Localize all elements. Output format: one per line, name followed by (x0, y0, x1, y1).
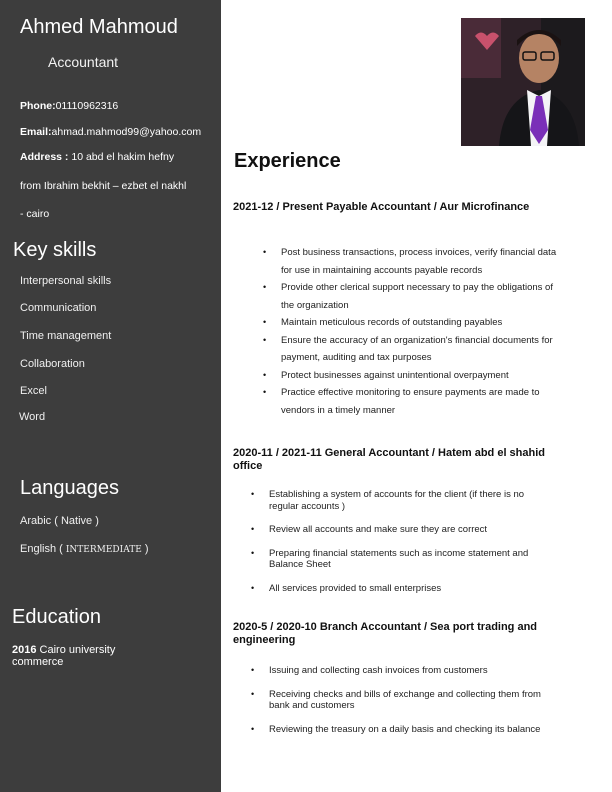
language-name: Arabic (20, 515, 52, 527)
language-item (20, 515, 99, 527)
job-3-duties (251, 665, 541, 735)
skills-heading: Key skills (13, 239, 97, 261)
duty-text: regular accounts ) (269, 500, 346, 512)
duty-text: Post business transactions, process invoices, verify financial data (281, 247, 557, 258)
skill-item: Time management (20, 330, 112, 342)
skill-item: Interpersonal skills (20, 275, 112, 287)
address-label: Address : (20, 151, 69, 163)
job-title-1: 2021-12 / Present Payable Accountant / Aur Microfinance (233, 201, 530, 213)
list-item (251, 724, 541, 736)
duty-text: Establishing a system of accounts for the client (if there is no (269, 489, 525, 500)
duty-text: Practice effective monitoring to ensure payments are made to (281, 387, 540, 398)
list-item (251, 548, 528, 571)
skill-item: Word (19, 411, 46, 423)
skill-item: Collaboration (20, 358, 85, 370)
duty-text: Ensure the accuracy of an organization's financial documents for (281, 334, 553, 346)
portrait-image (461, 18, 585, 146)
duty-text: Balance Sheet (269, 559, 331, 570)
email-label: Email: (20, 126, 52, 138)
job-title-3 (233, 621, 603, 647)
language-name: English (20, 543, 57, 555)
list-item (251, 665, 541, 677)
address-line-3: - cairo (20, 208, 50, 220)
duty-text: Preparing financial statements such as income statement and (269, 547, 529, 559)
duty-text: Maintain meticulous records of outstanding payables (281, 317, 503, 328)
language-level: ( Native ) (54, 515, 99, 527)
list-item (263, 279, 556, 314)
email-line (20, 126, 201, 138)
language-level: INTERMEDIATE (65, 545, 142, 555)
duty-text: the organization (281, 299, 349, 311)
address-line-1 (20, 151, 174, 163)
skill-item: Communication (20, 302, 97, 314)
job-title-3-line-1: 2020-5 / 2020-10 Branch Accountant / Sea port trading and (233, 621, 538, 633)
address-value-1: 10 abd el hakim hefny (71, 151, 175, 163)
sidebar (0, 0, 221, 792)
duty-text: vendors in a timely manner (281, 404, 396, 416)
job-title-2-line-1: 2020-11 / 2021-11 General Accountant / Hatem abd el shahid (233, 447, 546, 459)
job-title: Accountant (48, 54, 119, 70)
education-heading: Education (12, 606, 101, 628)
person-name: Ahmed Mahmoud (20, 16, 178, 38)
language-item: English ( INTERMEDIATE ) (20, 543, 149, 555)
job-1-duties (263, 244, 556, 419)
duty-text: Receiving checks and bills of exchange and collecting them from (269, 688, 541, 700)
list-item (263, 314, 556, 332)
job-title-3-line-2: engineering (233, 634, 296, 646)
phone-line (20, 100, 118, 112)
duty-text: Issuing and collecting cash invoices from customers (269, 665, 488, 676)
education-entry (12, 644, 115, 668)
duty-text: Review all accounts and make sure they are correct (269, 524, 488, 535)
list-item (263, 367, 556, 385)
education-year: 2016 (12, 644, 37, 656)
phone-value: 01110962316 (55, 100, 119, 112)
education-school: Cairo university (39, 644, 116, 656)
duty-text: bank and customers (269, 700, 355, 711)
list-item (251, 689, 541, 712)
duty-text: for use in maintaining accounts payable records (281, 264, 483, 276)
list-item (251, 524, 528, 536)
list-item (263, 384, 556, 419)
education-field: commerce (12, 656, 64, 668)
job-2-duties (251, 489, 528, 594)
list-item (251, 489, 528, 512)
phone-label: Phone: (20, 100, 56, 112)
job-title-2-line-2: office (233, 460, 263, 472)
list-item (263, 244, 556, 279)
job-title-2 (233, 447, 603, 473)
email-value: ahmad.mahmod99@yahoo.com (51, 126, 202, 138)
languages-heading: Languages (20, 477, 119, 499)
list-item (251, 583, 528, 595)
list-item (263, 332, 556, 367)
duty-text: Provide other clerical support necessary to pay the obligations of (281, 282, 553, 293)
duty-text: Reviewing the treasury on a daily basis and checking its balance (269, 723, 541, 735)
address-line-2: from Ibrahim bekhit – ezbet el nakhl (20, 180, 187, 192)
duty-text: All services provided to small enterprises (269, 582, 442, 594)
duty-text: payment, auditing and tax purposes (281, 352, 432, 363)
skill-item: Excel (20, 385, 47, 397)
profile-photo (461, 18, 585, 146)
experience-heading: Experience (234, 150, 341, 172)
duty-text: Protect businesses against unintentional overpayment (281, 369, 509, 381)
